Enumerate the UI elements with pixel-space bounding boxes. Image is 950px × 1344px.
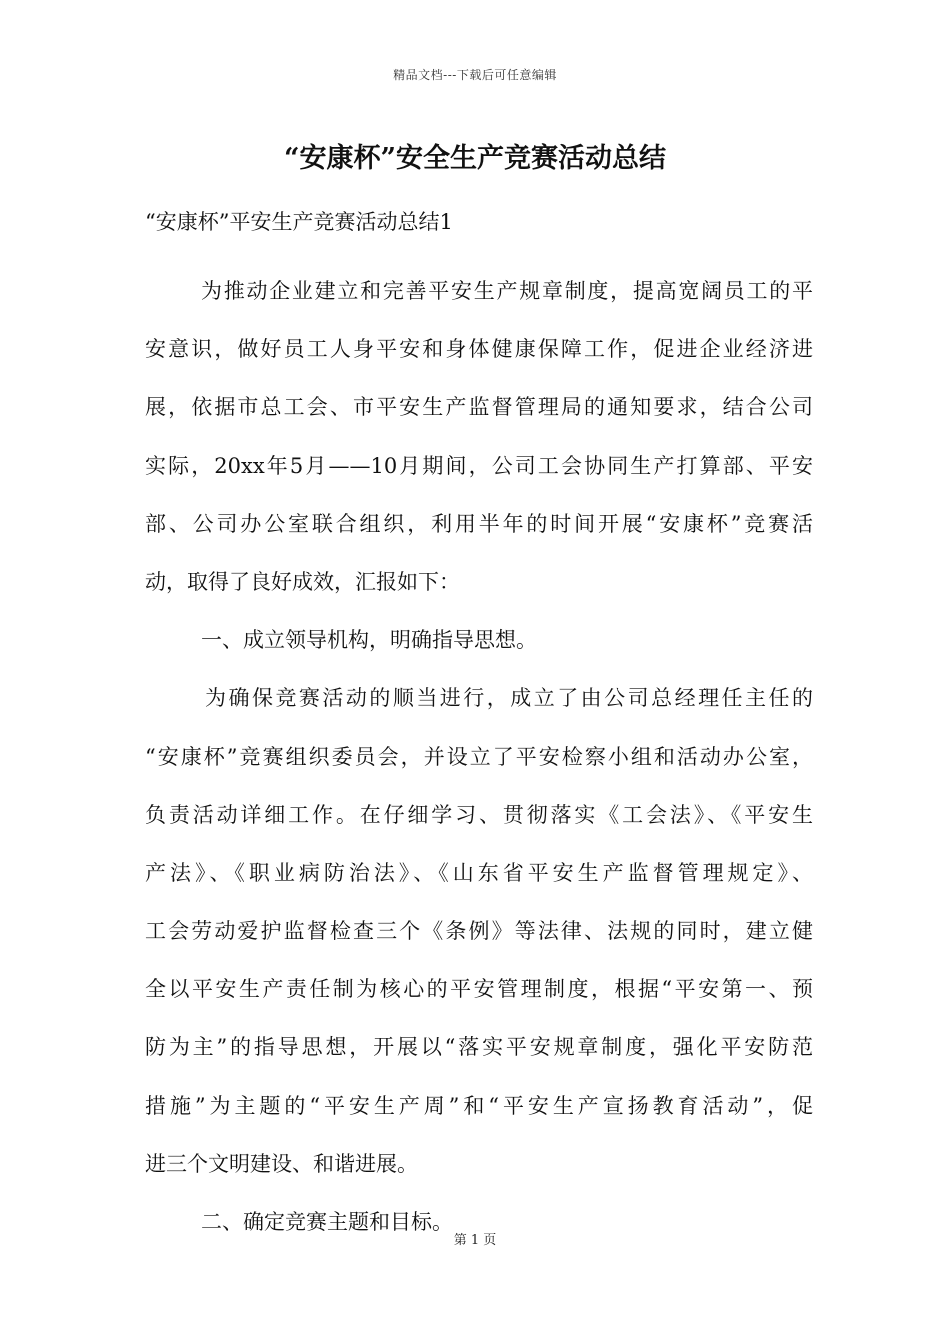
page-number: 第 1 页	[453, 1233, 497, 1248]
paragraph-line: 实际，20xx年5月——10月期间，公司工会协同生产打算部、平安	[145, 453, 813, 478]
paragraph-line: 安意识，做好员工人身平安和身体健康保障工作，促进企业经济进	[145, 337, 813, 362]
paragraph-line: 部、公司办公室联合组织，利用半年的时间开展“安康杯”竞赛活	[145, 511, 813, 536]
paragraph-line: 防为主”的指导思想，开展以“落实平安规章制度，强化平安防范	[145, 1035, 813, 1060]
section-heading: 二、确定竞赛主题和目标。	[201, 1210, 453, 1234]
document-body	[145, 262, 813, 1251]
paragraph-line: 为推动企业建立和完善平安生产规章制度，提高宽阔员工的平	[201, 279, 813, 303]
paragraph-line: 产法》、《职业病防治法》、《山东省平安生产监督管理规定》、	[145, 860, 813, 885]
paragraph-line: 为确保竞赛活动的顺当进行，成立了由公司总经理任主任的	[205, 686, 813, 711]
paragraph-line: 负责活动详细工作。在仔细学习、贯彻落实《工会法》、《平安生	[145, 802, 813, 827]
paragraph-line: 展，依据市总工会、市平安生产监督管理局的通知要求，结合公司	[145, 395, 813, 420]
paragraph-line: 进三个文明建设、和谐进展。	[145, 1151, 418, 1176]
paragraph-line: 措施”为主题的“平安生产周”和“平安生产宣扬教育活动”，促	[145, 1093, 813, 1118]
paragraph-line: “安康杯”竞赛组织委员会，并设立了平安检察小组和活动办公室，	[145, 744, 813, 769]
header-note: 精品文档---下载后可任意编辑	[393, 68, 557, 82]
section-heading: 一、成立领导机构，明确指导思想。	[201, 628, 537, 653]
paragraph-line: 动，取得了良好成效，汇报如下：	[145, 569, 460, 594]
document-subtitle: “安康杯”平安生产竞赛活动总结1	[145, 210, 453, 234]
paragraph-line: 工会劳动爱护监督检查三个《条例》等法律、法规的同时，建立健	[145, 919, 813, 944]
paragraph-line: 全以平安生产责任制为核心的平安管理制度，根据“平安第一、预	[145, 977, 813, 1002]
document-title: “安康杯”安全生产竞赛活动总结	[283, 143, 667, 174]
